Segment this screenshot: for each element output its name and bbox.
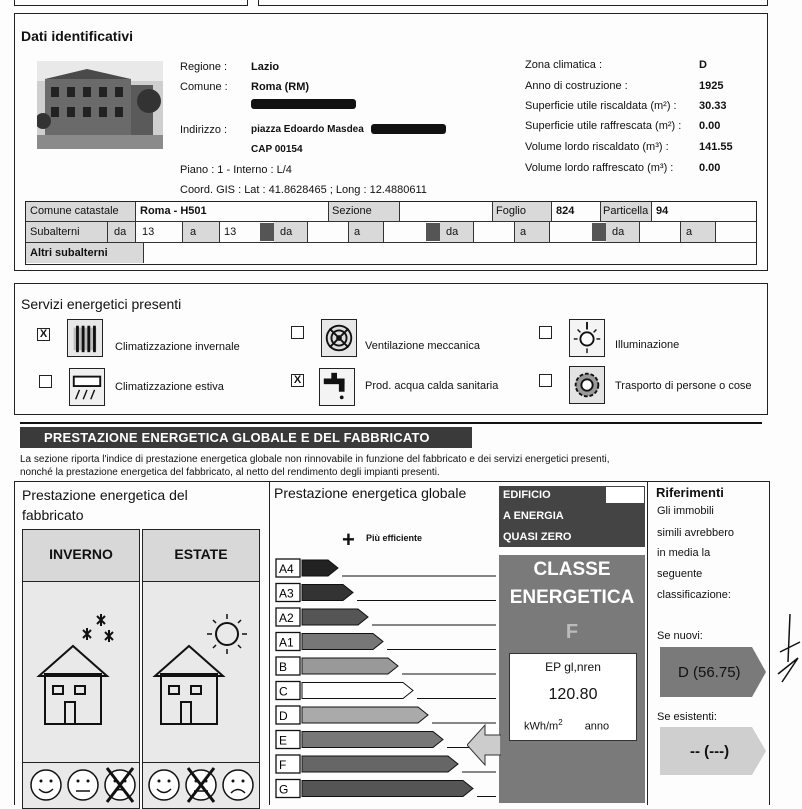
da-label: da — [280, 226, 293, 238]
service-checkbox[interactable] — [539, 326, 552, 339]
cadastral-table — [25, 201, 757, 265]
energy-class-label: A4 — [279, 562, 294, 576]
energy-class-arrow — [302, 560, 338, 576]
regione-value: Lazio — [251, 61, 280, 73]
energy-class-arrow — [302, 634, 383, 650]
energy-class-label: A1 — [279, 635, 294, 650]
fabbricato-title-2: fabbricato — [22, 507, 84, 523]
energy-class-row — [276, 657, 496, 675]
section-title: Servizi energetici presenti — [21, 296, 182, 312]
energy-class-row — [276, 755, 496, 773]
da-label: da — [446, 226, 459, 238]
fan-icon — [321, 319, 357, 357]
riferimenti-text: Gli immobili — [657, 505, 714, 517]
sub-to-value: 13 — [224, 226, 237, 238]
zona-climatica-value: D — [699, 59, 707, 71]
indirizzo-label: Indirizzo : — [180, 124, 228, 136]
class-pointer-arrow — [467, 723, 501, 767]
nzeb-line-3: QUASI ZERO — [503, 531, 572, 543]
piano-interno: Piano : 1 - Interno : L/4 — [180, 164, 292, 176]
nzeb-line-2: A ENERGIA — [503, 510, 564, 522]
superficie-riscaldata-value: 30.33 — [699, 100, 727, 112]
faucet-icon — [319, 368, 355, 406]
riferimenti-text: in media la — [657, 547, 711, 559]
building-photo — [37, 61, 163, 149]
classe-energetica-box — [499, 555, 645, 803]
service-label: Climatizzazione estiva — [115, 381, 224, 393]
energy-class-arrow — [302, 781, 473, 797]
table-row — [26, 202, 756, 222]
riferimenti-text: simili avrebbero — [657, 527, 735, 539]
radiator-icon — [67, 319, 103, 357]
energy-class-label: A3 — [279, 586, 294, 601]
energy-class-label: E — [279, 733, 288, 748]
energy-class-label: F — [279, 758, 287, 772]
esistenti-value: -- (---) — [690, 743, 730, 760]
da-label: da — [114, 226, 127, 238]
globale-panel — [270, 481, 648, 805]
energy-class-label: G — [279, 782, 289, 797]
da-label: da — [612, 226, 625, 238]
energy-class-row — [276, 608, 496, 626]
plus-icon: + — [342, 527, 355, 552]
altri-subalterni-label: Altri subalterni — [30, 247, 108, 259]
smiley-icons — [147, 766, 255, 804]
energy-services-section — [14, 283, 768, 415]
elevator-gear-icon — [569, 366, 605, 404]
service-label: Prod. acqua calda sanitaria — [365, 380, 499, 392]
fabbricato-panel — [14, 481, 270, 805]
comune-catastale-value: Roma - H501 — [140, 205, 207, 217]
signature-mark — [776, 612, 802, 686]
estate-card — [142, 529, 260, 809]
energy-class-row — [276, 780, 496, 798]
service-checkbox[interactable]: X — [37, 328, 50, 341]
banner-title-bar — [20, 427, 472, 448]
estate-label: ESTATE — [174, 546, 228, 562]
indirizzo-value: piazza Edoardo Masdea — [251, 124, 364, 135]
riferimenti-panel — [648, 481, 770, 805]
a-label: a — [686, 226, 693, 238]
inverno-label: INVERNO — [49, 546, 113, 562]
sub-from-value: 13 — [142, 226, 155, 238]
a-label: a — [190, 226, 197, 238]
ep-unit-main: kWh/m — [524, 720, 559, 733]
nzeb-line-1: EDIFICIO — [503, 489, 551, 501]
superficie-riscaldata-label: Superficie utile riscaldata (m²) : — [525, 100, 677, 112]
table-row — [26, 222, 756, 243]
ep-label: EP gl,nren — [545, 660, 601, 674]
energy-class-arrow — [302, 585, 353, 601]
energy-class-row — [276, 682, 496, 700]
piu-efficiente-label: Più efficiente — [366, 533, 423, 543]
particella-label: Particella — [603, 205, 649, 217]
nzeb-box — [499, 486, 645, 547]
air-conditioner-icon — [69, 368, 105, 406]
energy-class-label: D — [279, 709, 288, 723]
superficie-raffrescata-value: 0.00 — [699, 120, 721, 132]
coordinates: Coord. GIS : Lat : 41.8628465 ; Long : 12.4880611 — [180, 184, 427, 196]
service-checkbox[interactable] — [539, 374, 552, 387]
volume-raffrescato-value: 0.00 — [699, 162, 721, 174]
energy-class-label: A2 — [279, 611, 294, 625]
energy-class-label: C — [279, 684, 288, 699]
ep-unit-sup: 2 — [558, 718, 563, 727]
nuovi-value: D (56.75) — [678, 664, 741, 681]
classe-value: F — [565, 621, 579, 643]
foglio-value: 824 — [556, 205, 575, 217]
riferimenti-text: classificazione: — [657, 589, 731, 601]
a-label: a — [354, 226, 361, 238]
energy-class-row — [276, 633, 496, 651]
comune-value: Roma (RM) — [251, 81, 310, 93]
particella-value: 94 — [656, 205, 669, 217]
se-esistenti-label: Se esistenti: — [657, 711, 717, 723]
fabbricato-title: Prestazione energetica del — [22, 487, 188, 503]
top-box-left — [14, 0, 248, 6]
anno-costruzione-label: Anno di costruzione : — [525, 80, 628, 92]
subalterni-label: Subalterni — [30, 226, 80, 238]
house-snowflake-icon — [35, 606, 131, 726]
section-title: Dati identificativi — [21, 28, 134, 44]
smiley-icons — [29, 766, 137, 804]
service-label: Ventilazione meccanica — [365, 340, 480, 352]
energy-class-row — [276, 584, 496, 602]
comune-label: Comune : — [180, 81, 228, 93]
ep-value: 120.80 — [548, 686, 598, 703]
lightbulb-icon — [569, 319, 605, 357]
energy-class-arrow — [302, 707, 428, 723]
sezione-label: Sezione — [332, 205, 372, 217]
ep-unit-tail: anno — [584, 720, 610, 733]
classe-line-1: CLASSE — [533, 559, 611, 580]
energy-class-arrow — [302, 658, 398, 674]
energy-class-row — [276, 559, 496, 577]
se-nuovi-label: Se nuovi: — [657, 630, 703, 642]
description-line-2: nonché la prestazione energetica del fabbricato, al netto del rendimento degli impianti presenti. — [20, 467, 440, 478]
a-label: a — [520, 226, 527, 238]
house-sun-icon — [151, 606, 255, 726]
energy-class-arrow — [302, 683, 413, 699]
superficie-raffrescata-label: Superficie utile raffrescata (m²) : — [525, 120, 682, 132]
zona-climatica-label: Zona climatica : — [525, 59, 603, 71]
banner-title: PRESTAZIONE ENERGETICA GLOBALE E DEL FABBRICATO — [44, 430, 430, 445]
identification-section — [14, 13, 768, 271]
energy-class-arrow — [302, 732, 443, 748]
anno-costruzione-value: 1925 — [699, 80, 724, 92]
ep-box — [509, 653, 637, 741]
volume-riscaldato-label: Volume lordo riscaldato (m³) : — [525, 141, 669, 153]
cap-value: CAP 00154 — [251, 144, 303, 155]
service-label: Climatizzazione invernale — [115, 341, 240, 353]
riferimenti-title: Riferimenti — [656, 485, 724, 500]
energy-class-label: B — [279, 660, 288, 674]
riferimenti-text: seguente — [657, 568, 703, 580]
energy-class-row — [276, 731, 496, 749]
ep-unit — [524, 718, 609, 733]
service-checkbox[interactable] — [291, 326, 304, 339]
inverno-card — [22, 529, 140, 809]
redaction-bar — [371, 124, 446, 134]
energy-class-arrow — [302, 756, 458, 772]
description-line-1: La sezione riporta l'indice di prestazione energetica globale non rinnovabile in funzione del fabbricato e dei servizi energetici presenti, — [20, 454, 610, 465]
service-label: Trasporto di persone o cose — [615, 380, 752, 392]
foglio-label: Foglio — [496, 205, 526, 217]
energy-class-arrow — [302, 609, 368, 625]
globale-title: Prestazione energetica globale — [274, 485, 467, 501]
redaction-bar — [251, 99, 356, 109]
energy-class-row — [276, 706, 496, 724]
comune-catastale-label: Comune catastale — [30, 205, 119, 217]
regione-label: Regione : — [180, 61, 228, 73]
service-checkbox[interactable] — [39, 375, 52, 388]
classe-line-2: ENERGETICA — [509, 587, 635, 608]
top-box-right — [258, 0, 768, 6]
volume-riscaldato-value: 141.55 — [699, 141, 733, 153]
service-checkbox[interactable]: X — [291, 374, 304, 387]
volume-raffrescato-label: Volume lordo raffrescato (m³) : — [525, 162, 674, 174]
service-label: Illuminazione — [615, 339, 680, 351]
